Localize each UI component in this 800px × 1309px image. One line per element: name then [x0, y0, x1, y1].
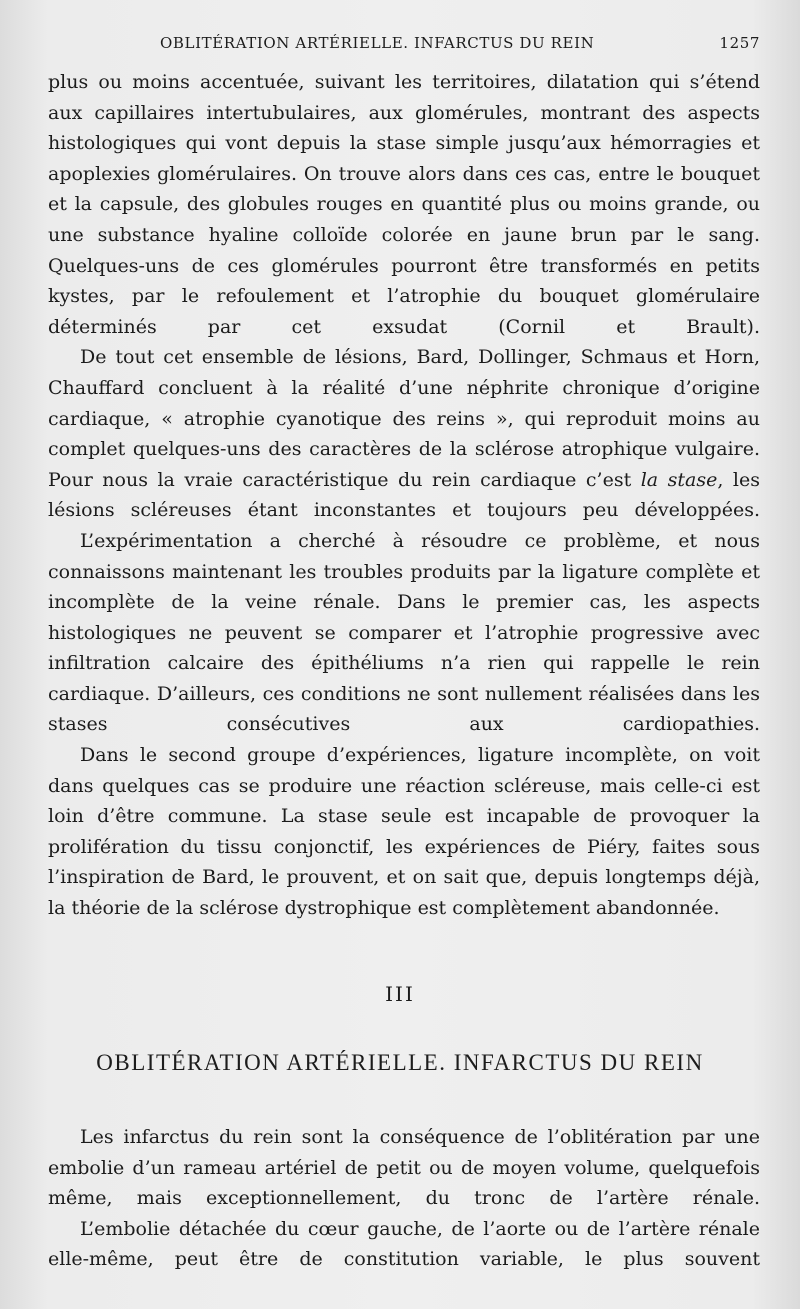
paragraph: Dans le second groupe d’expériences, ligature incomplète, on voit dans quelques cas se produire une réaction scléreuse, mais celle-ci est loin d’être commune. La stase seule est incapable de provoquer la prolifération du tissu conjonctif, les expériences de Piéry, faites sous l’inspiration de Bard, le prouvent, et on sait que, depuis longtemps déjà, la théorie de la sclérose dystrophique est complètement abandonnée.	[48, 744, 760, 920]
paragraph: Les infarctus du rein sont la conséquence de l’oblitération par une embolie d’un rameau artériel de petit ou de moyen volume, quelquefois même, mais exceptionnellement, du tronc de l’artère rénale.	[48, 1126, 760, 1210]
running-title: OBLITÉRATION ARTÉRIELLE. INFARCTUS DU REIN	[160, 34, 595, 52]
section-number: III	[385, 982, 415, 1006]
section-text	[48, 1122, 760, 1275]
paragraph: L’embolie détachée du cœur gauche, de l’aorte ou de l’artère rénale elle-même, peut être de constitution variable, le plus souvent	[48, 1217, 760, 1271]
emphasis-text: la stase	[640, 468, 718, 491]
paragraph: plus ou moins accentuée, suivant les territoires, dilatation qui s’étend aux capillaires intertubulaires, aux glomérules, montrant des aspects histologiques qui vont depuis la stase simple jusqu’aux hémorragies et apoplexies glomérulaires. On trouve alors dans ces cas, entre le bouquet et la capsule, des globules rouges en quantité plus ou moins grande, ou une substance hyaline colloïde colorée en jaune brun par le sang. Quelques-uns de ces glomérules pourront être transformés en petits kystes, par le refoulement et l’atrophie du bouquet glomérulaire déterminés par cet exsudat (Cornil et Brault).	[48, 71, 760, 338]
page-number: 1257	[719, 34, 760, 52]
body-text	[48, 67, 760, 924]
paragraph	[48, 342, 760, 526]
paragraph-text: De tout cet ensemble de lésions, Bard, Dollinger, Schmaus et Horn, Chauffard concluent à la réalité d’une néphrite chronique d’origine cardiaque, « atrophie cyanotique des reins », qui reproduit moins au complet quelques-uns des caractères de la sclérose atrophique vulgaire. Pour nous la vraie caractéristique du rein cardiaque c’est	[48, 346, 760, 491]
paragraph-text: , les lésions scléreuses étant inconstantes et toujours peu développées.	[48, 468, 761, 522]
paragraph: L’expérimentation a cherché à résoudre ce problème, et nous connaissons maintenant les troubles produits par la ligature complète et incomplète de la veine rénale. Dans le premier cas, les aspects histologiques ne peuvent se comparer et l’atrophie progressive avec infiltration calcaire des épithéliums n’a rien qui rappelle le rein cardiaque. D’ailleurs, ces conditions ne sont nullement réalisées dans les stases consécutives aux cardiopathies.	[48, 529, 760, 736]
section-heading: OBLITÉRATION ARTÉRIELLE. INFARCTUS DU REIN	[96, 1050, 704, 1075]
